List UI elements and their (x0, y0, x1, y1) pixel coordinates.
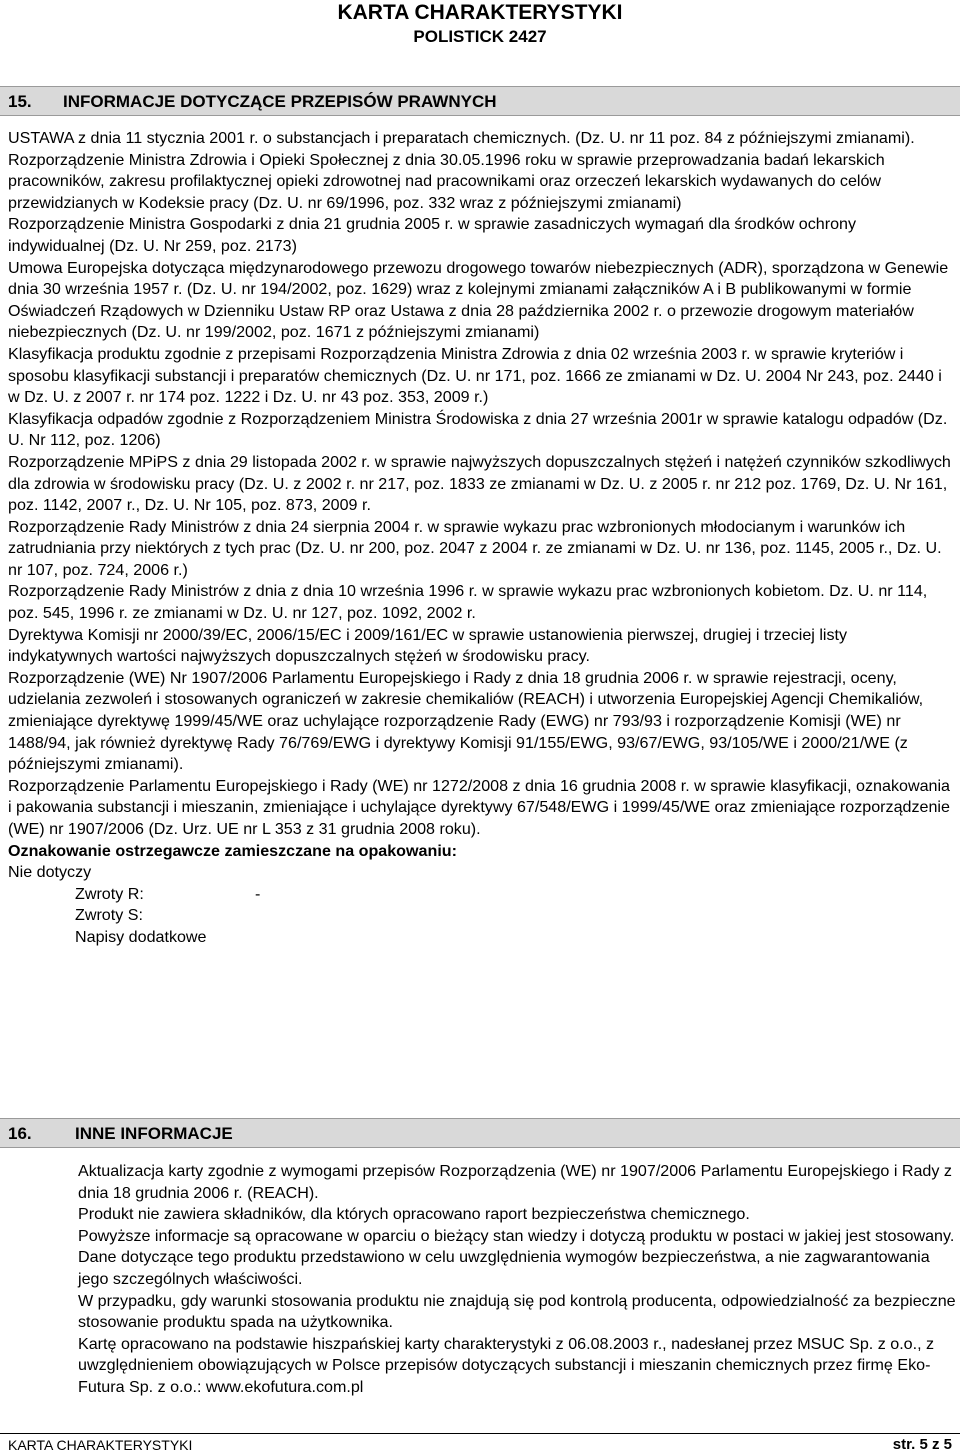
section-16-heading (0, 1118, 960, 1148)
section-15-heading (0, 86, 960, 116)
page-footer (8, 1436, 952, 1454)
info-paragraph: Aktualizacja karty zgodnie z wymogami przepisów Rozporządzenia (WE) nr 1907/2006 Parlamentu Europejskiego i Rady z dnia 18 grudnia 2006 r. (REACH). (78, 1162, 952, 1202)
s-phrases-row (8, 905, 956, 927)
regulation-paragraph: Rozporządzenie MPiPS z dnia 29 listopada 2002 r. w sprawie najwyższych dopuszczalnych stężeń i natężeń czynników szkodliwych dla zdrowia w środowisku pracy (Dz. U. z 2002 r. nr 217, poz. 1833 ze zmianami w Dz. U. z 2005 r. nr 212 poz. 1769, Dz. U. Nr 161, poz. 1142, 2007 r., Dz. U. Nr 105, poz. 873, 2009 r. (8, 452, 951, 515)
section-16-body (78, 1161, 956, 1399)
section-16-title: INNE INFORMACJE (75, 1124, 233, 1143)
labeling-heading: Oznakowanie ostrzegawcze zamieszczane na opakowaniu: (8, 841, 457, 860)
regulation-paragraph: Rozporządzenie Ministra Zdrowia i Opieki Społecznej z dnia 30.05.1996 roku w sprawie przeprowadzania badań lekarskich pracowników, zakresu profilaktycznej opieki zdrowotnej nad pracownikami oraz orzeczeń lekarskich wydawanych do celów przewidzianych w Kodeksie pracy (Dz. U. nr 69/1996, poz. 332 wraz z późniejszymi zmianami) (8, 150, 885, 212)
additional-labels-label: Napisy dodatkowe (75, 927, 207, 946)
section-16-number: 16. (8, 1124, 32, 1143)
regulation-paragraph: USTAWA z dnia 11 stycznia 2001 r. o substancjach i preparatach chemicznych. (Dz. U. nr 11 poz. 84 z późniejszymi zmianami). (8, 129, 915, 147)
regulation-paragraph: Rozporządzenie Rady Ministrów z dnia z dnia 10 września 1996 r. w sprawie wykazu prac wzbronionych kobietom. Dz. U. nr 114, poz. 545, 1996 r. ze zmianami w Dz. U. nr 127, poz. 1092, 2002 r. (8, 582, 928, 623)
section-15-title: INFORMACJE DOTYCZĄCE PRZEPISÓW PRAWNYCH (63, 92, 497, 111)
r-phrases-row (8, 884, 956, 906)
regulation-paragraph: Rozporządzenie Rady Ministrów z dnia 24 sierpnia 2004 r. w sprawie wykazu prac wzbronionych młodocianym i warunków ich zatrudniania przy niektórych z tych prac (Dz. U. nr 200, poz. 2047 z 2004 r. ze zmianami w Dz. U. nr 136, poz. 1145, 2005 r., Dz. U. nr 107, poz. 724, 2006 r.) (8, 517, 942, 579)
r-phrases-value: - (255, 884, 261, 903)
section-15-number: 15. (8, 92, 32, 111)
r-phrases-label: Zwroty R: (75, 884, 144, 903)
regulation-paragraph: Rozporządzenie Ministra Gospodarki z dnia 21 grudnia 2005 r. w sprawie zasadniczych wymagań dla środków ochrony indywidualnej (Dz. U. Nr 259, poz. 2173) (8, 215, 857, 255)
info-paragraph: Kartę opracowano na podstawie hiszpańskiej karty charakterystyki z 06.08.2003 r., nadesłanej przez MSUC Sp. z o.o., z uwzględnieniem obowiązujących w Polsce przepisów dotyczących substancji i mieszanin chemicznych przez firmę Eko-Futura Sp. z o.o.: www.ekofutura.com.pl (78, 1334, 935, 1396)
regulation-paragraph: Umowa Europejska dotycząca międzynarodowego przewozu drogowego towarów niebezpiecznych (ADR), sporządzona w Genewie dnia 30 września 1957 r. (Dz. U. nr 194/2002, poz. 1629) wraz z kolejnymi zmianami załączników A i B publikowanymi w formie Oświadczeń Rządowych w Dzienniku Ustaw RP oraz Ustawa z dnia 28 października 2002 r. o przewozie drogowym materiałów niebezpiecznych (Dz. U. nr 199/2002, poz. 1671 z późniejszymi zmianami) (8, 258, 949, 342)
product-name: POLISTICK 2427 (413, 27, 547, 46)
section-15-body (8, 128, 956, 949)
footer-divider (0, 1433, 960, 1434)
regulation-paragraph: Rozporządzenie (WE) Nr 1907/2006 Parlamentu Europejskiego i Rady z dnia 18 grudnia 2006 r. w sprawie rejestracji, oceny, udzielania zezwoleń i stosowanych ograniczeń w zakresie chemikaliów (REACH) i utworzenia Europejskiej Agencji Chemikaliów, zmieniające dyrektywę 1999/45/WE oraz uchylające rozporządzenie Rady (EWG) nr 793/93 i rozporządzenie Komisji (WE) nr 1488/94, jak również dyrektywę Rady 76/769/EWG i dyrektywy Komisji 91/155/EWG, 93/67/EWG, 93/105/WE i 2000/21/WE (z późniejszymi zmianami). (8, 668, 924, 774)
page-number: str. 5 z 5 (892, 1436, 952, 1453)
s-phrases-label: Zwroty S: (75, 906, 143, 925)
regulation-paragraph: Klasyfikacja odpadów zgodnie z Rozporządzeniem Ministra Środowiska z dnia 27 września 2001r w sprawie katalogu odpadów (Dz. U. Nr 112, poz. 1206) (8, 409, 948, 450)
regulation-paragraph: Rozporządzenie Parlamentu Europejskiego i Rady (WE) nr 1272/2008 z dnia 16 grudnia 2008 r. w sprawie klasyfikacji, oznakowania i pakowania substancji i mieszanin, zmieniające i uchylające dyrektywy 67/548/EWG i 1999/45/WE oraz zmieniające rozporządzenie (WE) nr 1907/2006 (Dz. Urz. UE nr L 353 z 31 grudnia 2008 roku). (8, 776, 950, 838)
not-applicable-text: Nie dotyczy (8, 863, 92, 882)
document-title: KARTA CHARAKTERYSTYKI (337, 1, 623, 24)
info-paragraph: W przypadku, gdy warunki stosowania produktu nie znajdują się pod kontrolą producenta, odpowiedzialność za bezpieczne stosowanie produktu spada na użytkownika. (78, 1291, 956, 1332)
footer-doc-title: KARTA CHARAKTERYSTYKI (8, 1437, 193, 1453)
info-paragraph: Produkt nie zawiera składników, dla których opracowano raport bezpieczeństwa chemicznego. (78, 1205, 750, 1224)
regulation-paragraph: Klasyfikacja produktu zgodnie z przepisami Rozporządzenia Ministra Zdrowia z dnia 02 września 2003 r. w sprawie kryteriów i sposobu klasyfikacji substancji i preparatów chemicznych (Dz. U. nr 171, poz. 1666 ze zmianami w Dz. U. 2004 Nr 243, poz. 2440 i w Dz. U. z 2007 r. nr 174 poz. 1222 i Dz. U. nr 43 poz. 353, 2009 r.) (8, 344, 942, 407)
regulation-paragraph: Dyrektywa Komisji nr 2000/39/EC, 2006/15/EC i 2009/161/EC w sprawie ustanowienia pierwszej, drugiej i trzeciej listy indykatywnych wartości najwyższych dopuszczalnych stężeń w środowisku pracy. (8, 625, 848, 666)
additional-labels-row (8, 927, 956, 949)
document-header (0, 0, 960, 47)
info-paragraph: Powyższe informacje są opracowane w oparciu o bieżący stan wiedzy i dotyczą produktu w postaci w jakiej jest stosowany. Dane dotyczące tego produktu przedstawiono w celu uwzględnienia wymogów bezpieczeństwa, a nie zagwarantowania jego szczególnych właściwości. (78, 1226, 955, 1288)
